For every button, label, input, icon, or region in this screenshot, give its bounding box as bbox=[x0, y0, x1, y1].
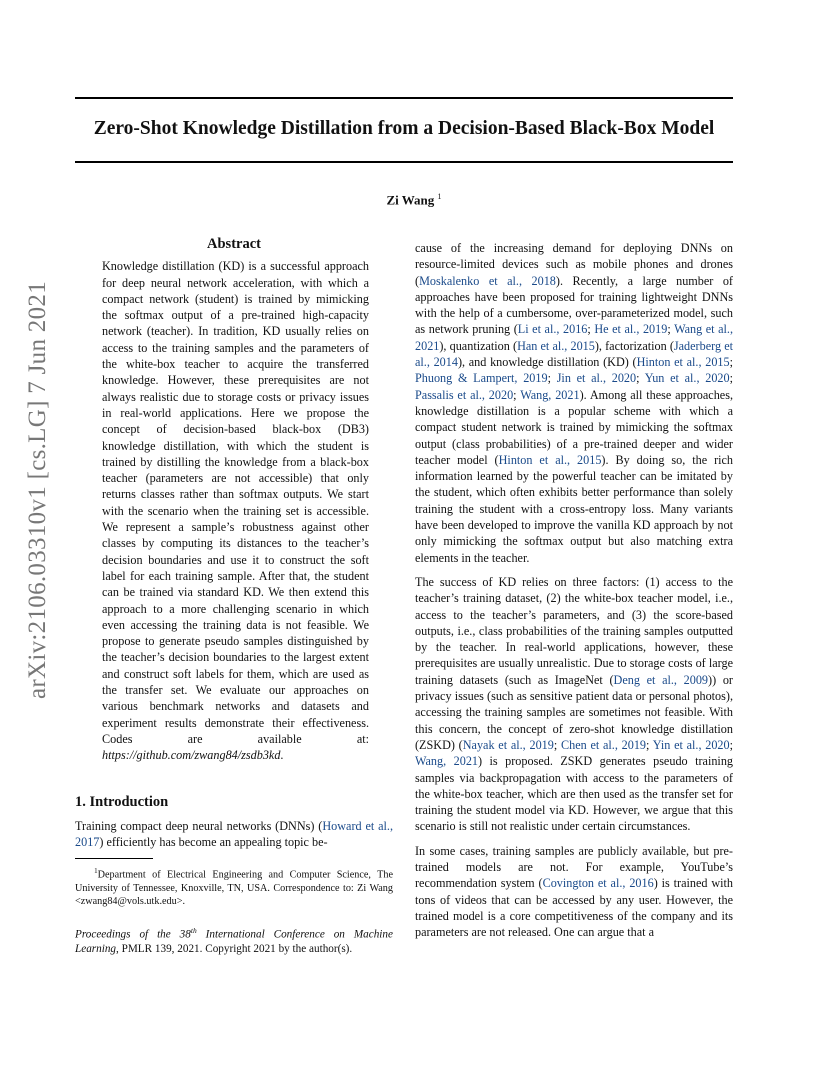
author-affiliation-mark: 1 bbox=[437, 192, 442, 201]
citation-link[interactable]: Phuong & Lampert, 2019 bbox=[415, 371, 548, 386]
text-run: ; bbox=[729, 371, 733, 386]
footnote-mark: 1 bbox=[94, 867, 98, 876]
text-run: ; bbox=[636, 371, 645, 386]
text-run: ) efficiently has become an appealing topic be- bbox=[99, 835, 328, 850]
citation-link[interactable]: He et al., 2019 bbox=[594, 322, 668, 337]
title-rule-top bbox=[75, 97, 733, 99]
citation-link[interactable]: Howard et al., 2017 bbox=[75, 818, 393, 850]
citation-link[interactable]: Han et al., 2015 bbox=[517, 338, 595, 353]
proceedings-venue-a: Proceedings of the 38 bbox=[75, 928, 191, 941]
author-line bbox=[0, 192, 828, 208]
affiliation-footnote bbox=[75, 865, 393, 907]
text-run: In some cases, training samples are publicly available, but pre-trained models are not. For example, YouTube’s recommendation system ( bbox=[415, 843, 733, 891]
intro-paragraph-2 bbox=[415, 240, 733, 566]
text-run: ). Among all these approaches, knowledge distillation is a popular scheme with which a compact student network is trained by mimicking the softmax output (class probabilities) of a pre-trained deeper and wider teacher model ( bbox=[415, 387, 733, 467]
proceedings-note bbox=[75, 924, 393, 957]
text-run: ; bbox=[513, 387, 521, 402]
text-run: The success of KD relies on three factors: (1) access to the teacher’s training dataset, (2) the white-box teacher model, i.e., access to the teacher’s parameters, and (3) the score-based outputs, i.e., class probabilities of the training samples outputted by the teacher. In real-world applications, however, these prerequisites are usually unrealistic. Due to storage costs of large training datasets (such as ImageNet ( bbox=[415, 574, 733, 687]
text-run: ; bbox=[553, 737, 561, 752]
text-run: ). By doing so, the rich information learned by the powerful teacher can be imitated by the student, which often exhibits better performance than solely training the student with a cross-entropy loss. Many variants have been developed to improve the vanilla KD approach by not only mimicking the softmax output but also matching extra elements in the teacher. bbox=[415, 452, 734, 565]
proceedings-venue-b: International Conference on Machine Learning bbox=[75, 928, 393, 956]
citation-link[interactable]: Li et al., 2016 bbox=[517, 322, 588, 337]
citation-link[interactable]: Wang, 2021 bbox=[520, 387, 580, 402]
text-run: )) or privacy issues (such as sensitive patient data or personal photos), accessing the training samples are sometimes not feasible. With this concern, the concept of zero-shot knowledge distillation (ZSKD) ( bbox=[415, 672, 733, 752]
text-run: ) is trained with tons of videos that can be accessed by any user. However, the trained model is a core competitiveness of the company and its parameters are not released. One can argue that a bbox=[415, 876, 734, 940]
text-run: ; bbox=[587, 322, 595, 337]
text-run: ). Recently, a large number of approaches have been proposed for training lightweight DNNs with the help of a cumbersome, over-parameterized model, such as network pruning ( bbox=[415, 273, 733, 337]
abstract-end: . bbox=[280, 748, 284, 763]
section-heading-introduction: 1. Introduction bbox=[75, 793, 169, 810]
citation-link[interactable]: Yin et al., 2020 bbox=[652, 737, 730, 752]
citation-link[interactable]: Covington et al., 2016 bbox=[542, 876, 654, 891]
text-run: cause of the increasing demand for deploying DNNs on resource-limited devices such as mobile phones and drones ( bbox=[415, 241, 733, 288]
citation-link[interactable]: Jin et al., 2020 bbox=[556, 371, 637, 386]
citation-link[interactable]: Wang et al., 2021 bbox=[415, 322, 734, 353]
proceedings-copyright: , PMLR 139, 2021. Copyright 2021 by the author(s). bbox=[116, 943, 353, 956]
abstract-heading: Abstract bbox=[207, 236, 261, 252]
proceedings-ordinal: th bbox=[190, 925, 197, 935]
abstract-body-text: Knowledge distillation (KD) is a successful approach for deep neural network acceleration, with which a compact network (student) is trained by mimicking the softmax output of a pre-trained high-capacity network (teacher). In tradition, KD usually relies on access to the training samples and the parameters of the white-box teacher to acquire the transferred knowledge. However, these prerequisites are not always realistic due to storage costs or privacy issues in real-world applications. Here we propose the concept of decision-based black-box (DB3) knowledge distillation, with which the student is trained by distilling the knowledge from a black-box teacher (parameters are not accessible) that only returns classes rather than softmax outputs. We start with the scenario when the training set is accessible. We represent a sample’s robustness against other classes by computing its distances to the teacher’s decision boundaries and use it to construct the soft label for each training sample. After that, the student can be trained via standard KD. We then extend this approach to a more challenging scenario in which even accessing the training data is not feasible. We propose to generate pseudo samples distinguished by the teacher’s decision boundaries to the largest extent and construct soft labels for them, which are used as the transfer set. We evaluate our approaches on various benchmark networks and datasets and experiment results demonstrate their effectiveness. Codes are available at: bbox=[102, 259, 369, 746]
text-run: ; bbox=[729, 355, 733, 370]
text-run: ; bbox=[729, 737, 734, 752]
citation-link[interactable]: Jaderberg et al., 2014 bbox=[415, 338, 733, 370]
intro-paragraph-4 bbox=[415, 843, 733, 941]
citation-link[interactable]: Nayak et al., 2019 bbox=[462, 737, 554, 752]
citation-link[interactable]: Deng et al., 2009 bbox=[613, 672, 709, 687]
intro-paragraph-1 bbox=[75, 818, 393, 851]
citation-link[interactable]: Hinton et al., 2015 bbox=[636, 355, 730, 370]
arxiv-identifier-text: arXiv:2106.03310v1 [cs.LG] 7 Jun 2021 bbox=[24, 281, 51, 699]
intro-paragraph-3 bbox=[415, 574, 733, 835]
paper-title: Zero-Shot Knowledge Distillation from a Decision-Based Black-Box Model bbox=[93, 118, 715, 139]
citation-link[interactable]: Yun et al., 2020 bbox=[644, 371, 730, 386]
arxiv-identifier bbox=[17, 281, 59, 699]
code-url[interactable]: https://github.com/zwang84/zsdb3kd bbox=[102, 748, 281, 763]
citation-link[interactable]: Hinton et al., 2015 bbox=[498, 452, 602, 467]
abstract-text bbox=[102, 258, 369, 763]
text-run: ), and knowledge distillation (KD) ( bbox=[457, 355, 637, 370]
footnote-rule bbox=[75, 858, 153, 859]
text-run: ), quantization ( bbox=[439, 338, 518, 353]
text-run: ) is proposed. ZSKD generates pseudo training samples via backpropagation with access to the parameters of the white-box teacher, which are then used as the transfer set for training the student model via KD. However, we argue that this scenario is still not realistic under certain circumstances. bbox=[415, 754, 734, 834]
text-run: ), factorization ( bbox=[594, 338, 674, 353]
citation-link[interactable]: Moskalenko et al., 2018 bbox=[419, 273, 556, 288]
citation-link[interactable]: Passalis et al., 2020 bbox=[415, 387, 514, 402]
author-name: Zi Wang bbox=[386, 192, 435, 208]
left-column bbox=[75, 236, 393, 968]
title-rule-bottom bbox=[75, 161, 733, 163]
text-run: ; bbox=[667, 322, 675, 337]
citation-link[interactable]: Chen et al., 2019 bbox=[561, 737, 647, 752]
text-run: ; bbox=[646, 737, 653, 752]
text-run: Training compact deep neural networks (DNNs) ( bbox=[75, 818, 323, 833]
right-column bbox=[415, 240, 733, 948]
footnote-text: Department of Electrical Engineering and Computer Science, The University of Tennessee, Knoxville, TN, USA. Correspondence to: Zi Wang <zwang84@vols.utk.edu>. bbox=[75, 869, 394, 907]
citation-link[interactable]: Wang, 2021 bbox=[415, 754, 479, 769]
text-run: ; bbox=[547, 371, 557, 386]
